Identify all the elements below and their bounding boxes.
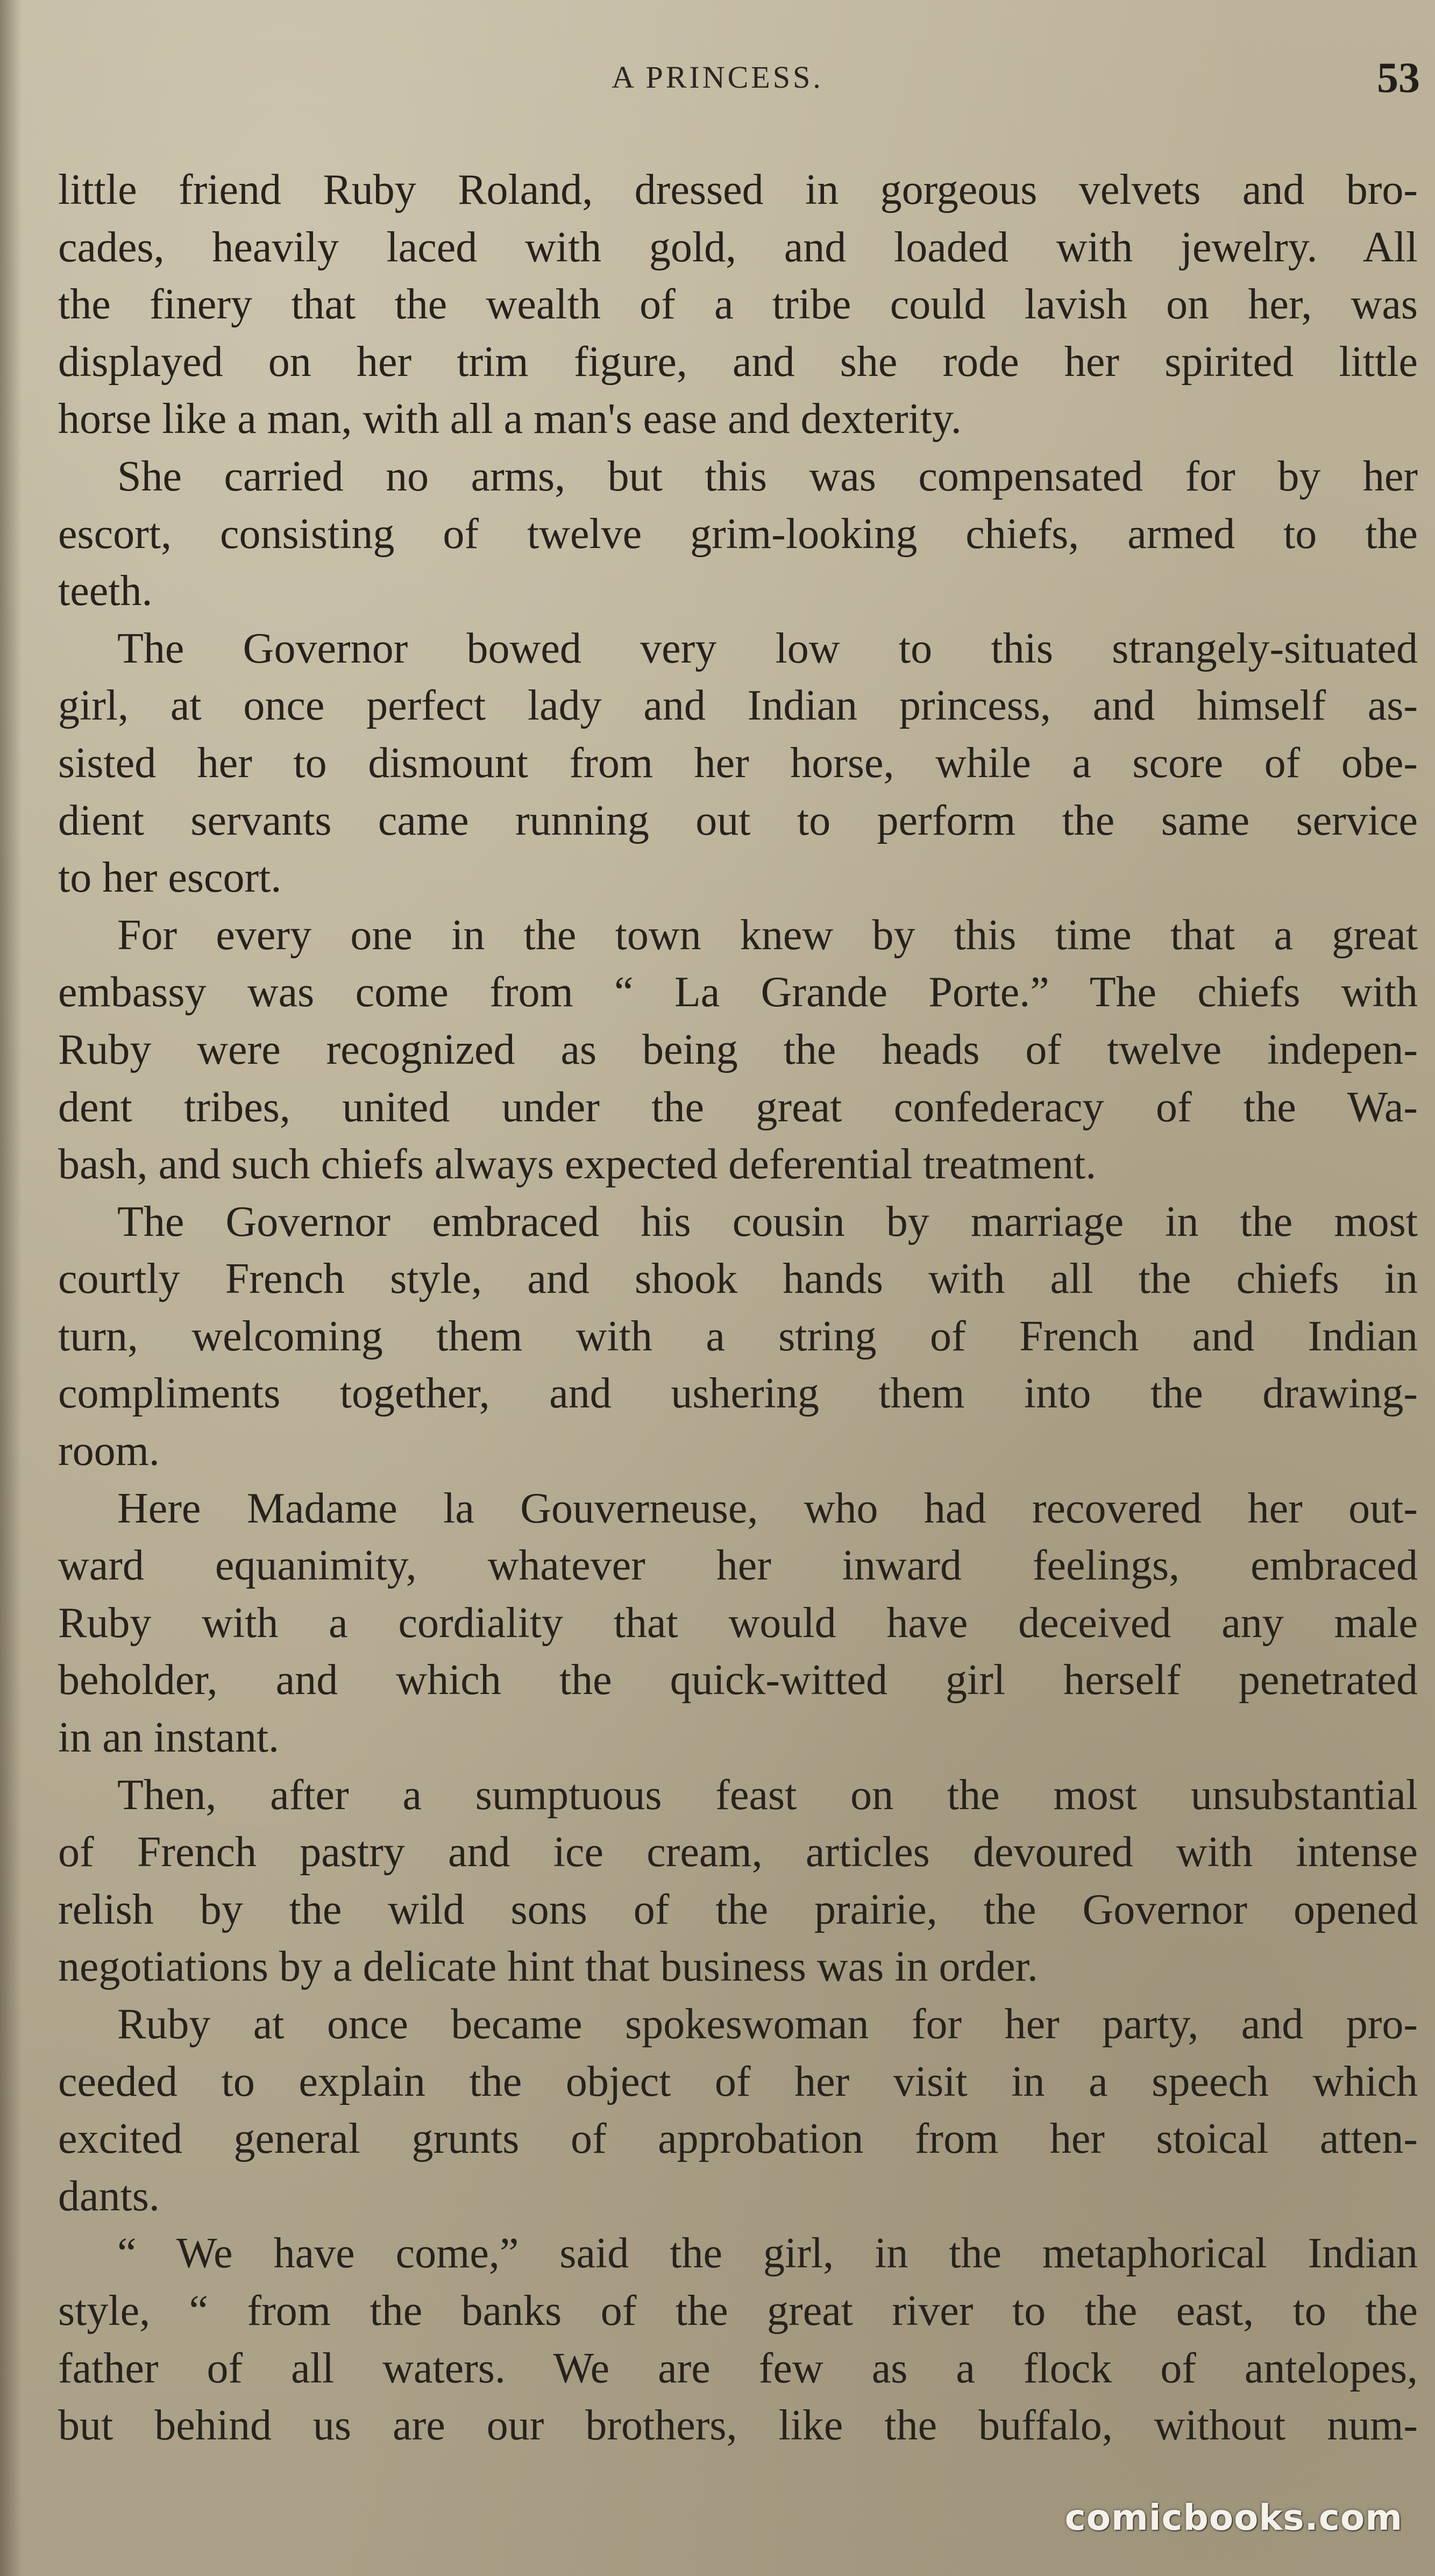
text-line: to her escort. (58, 854, 282, 902)
page-number: 53 (1377, 54, 1420, 102)
page-header (0, 54, 1435, 113)
text-line: horse like a man, with all a man's ease and dexterity. (58, 395, 962, 443)
paragraph (58, 1480, 1418, 1767)
text-line: the finery that the wealth of a tribe could lavish on her, was (58, 281, 1418, 329)
paragraph (58, 1767, 1418, 1996)
text-line: The Governor bowed very low to this strangely-situated (117, 624, 1418, 672)
text-line: little friend Ruby Roland, dressed in gorgeous velvets and bro- (58, 166, 1418, 214)
text-line: dent tribes, united under the great confederacy of the Wa- (58, 1083, 1418, 1131)
paragraph (58, 1193, 1418, 1480)
paragraph (58, 907, 1418, 1193)
watermark: comicbooks.com (1064, 2497, 1403, 2538)
text-line: Ruby at once became spokeswoman for her party, and pro- (117, 2001, 1418, 2048)
text-line: The Governor embraced his cousin by marriage in the most (117, 1198, 1418, 1246)
text-line: dient servants came running out to perform the same service (58, 796, 1418, 844)
text-line: Then, after a sumptuous feast on the most unsubstantial (117, 1771, 1418, 1819)
text-line: Ruby were recognized as being the heads of twelve indepen- (58, 1026, 1418, 1073)
text-line: but behind us are our brothers, like the buffalo, without num- (58, 2402, 1418, 2450)
text-line: escort, consisting of twelve grim-looking chiefs, armed to the (58, 510, 1418, 558)
body-text (58, 161, 1418, 2454)
text-line: negotiations by a delicate hint that business was in order. (58, 1943, 1038, 1991)
text-line: Ruby with a cordiality that would have deceived any male (58, 1599, 1418, 1647)
text-line: beholder, and which the quick-witted girl herself penetrated (58, 1656, 1418, 1704)
text-line: She carried no arms, but this was compensated for by her (117, 452, 1418, 500)
text-line: style, “ from the banks of the great river to the east, to the (58, 2287, 1418, 2335)
text-line: bash, and such chiefs always expected deferential treatment. (58, 1141, 1097, 1189)
paragraph (58, 161, 1418, 448)
text-line: ceeded to explain the object of her visit in a speech which (58, 2058, 1418, 2105)
text-line: compliments together, and ushering them into the drawing- (58, 1370, 1418, 1418)
text-line: courtly French style, and shook hands with all the chiefs in (58, 1255, 1418, 1303)
text-line: For every one in the town knew by this time that a great (117, 911, 1418, 959)
paragraph (58, 1996, 1418, 2225)
paragraph (58, 448, 1418, 620)
text-line: turn, welcoming them with a string of French and Indian (58, 1312, 1418, 1360)
paragraph (58, 2225, 1418, 2454)
text-line: dants. (58, 2172, 160, 2220)
text-line: teeth. (58, 567, 153, 615)
text-line: ward equanimity, whatever her inward feelings, embraced (58, 1542, 1418, 1590)
binding-shadow (0, 0, 22, 2576)
text-line: father of all waters. We are few as a flock of antelopes, (58, 2344, 1418, 2392)
text-line: sisted her to dismount from her horse, while a score of obe- (58, 739, 1418, 787)
text-line: in an instant. (58, 1714, 280, 1762)
text-line: displayed on her trim figure, and she rode her spirited little (58, 338, 1418, 386)
text-line: Here Madame la Gouverneuse, who had recovered her out- (117, 1484, 1418, 1532)
text-line: room. (58, 1427, 160, 1475)
text-line: excited general grunts of approbation from her stoical atten- (58, 2115, 1418, 2163)
text-line: of French pastry and ice cream, articles devoured with intense (58, 1828, 1418, 1876)
paragraph (58, 620, 1418, 907)
text-line: girl, at once perfect lady and Indian princess, and himself as- (58, 682, 1418, 730)
running-head: A PRINCESS. (612, 60, 823, 95)
text-line: embassy was come from “ La Grande Porte.” The chiefs with (58, 969, 1418, 1016)
text-line: cades, heavily laced with gold, and loaded with jewelry. All (58, 223, 1418, 271)
text-line: relish by the wild sons of the prairie, the Governor opened (58, 1885, 1418, 1933)
text-line: “ We have come,” said the girl, in the metaphorical Indian (117, 2230, 1418, 2278)
